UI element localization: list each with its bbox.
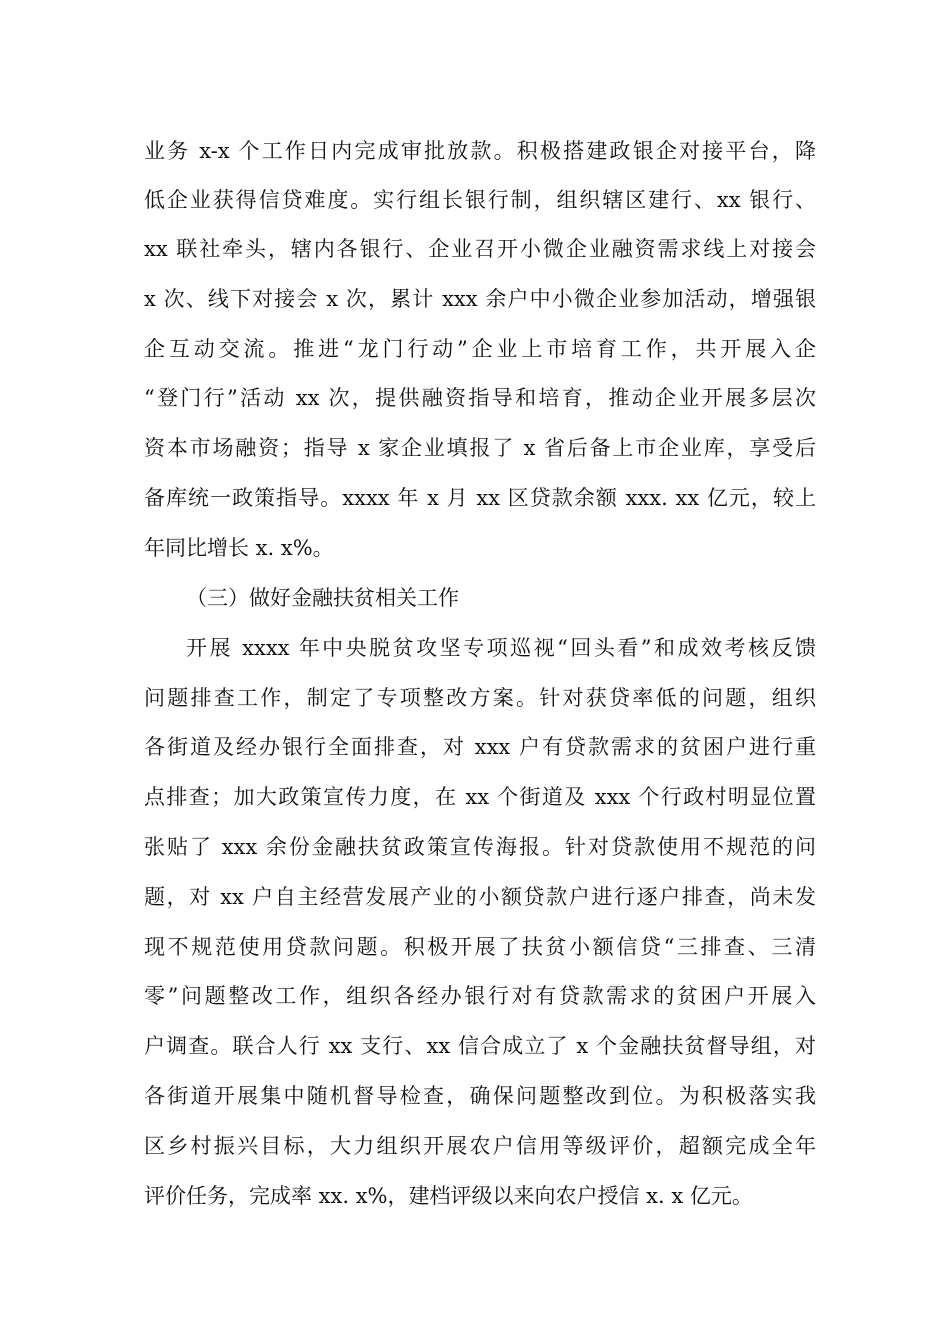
text-line: 年同比增长 x. x%。: [144, 536, 334, 560]
text-line: x 次、线下对接会 x 次，累计 xxx 余户中小微企业参加活动，增强银: [144, 287, 816, 311]
text-line: 区乡村振兴目标，大力组织开展农户信用等级评价，超额完成全年: [144, 1134, 816, 1158]
text-line: 低企业获得信贷难度。实行组长银行制，组织辖区建行、xx 银行、: [144, 188, 816, 212]
text-line: “登门行”活动 xx 次，提供融资指导和培育，推动企业开展多层次: [144, 386, 816, 410]
text-line: 点排查；加大政策宣传力度，在 xx 个街道及 xxx 个行政村明显位置: [144, 785, 816, 809]
text-line: 张贴了 xxx 余份金融扶贫政策宣传海报。针对贷款使用不规范的问: [144, 835, 816, 859]
text-line: 问题排查工作，制定了专项整改方案。针对获贷率低的问题，组织: [144, 686, 816, 710]
text-line: 评价任务，完成率 xx. x%，建档评级以来向农户授信 x. x 亿元。: [144, 1184, 753, 1208]
text-line: 备库统一政策指导。xxxx 年 x 月 xx 区贷款余额 xxx. xx 亿元，较上: [144, 486, 816, 510]
text-line: 各街道开展集中随机督导检查，确保问题整改到位。为积极落实我: [144, 1084, 816, 1108]
text-line: xx 联社牵头，辖内各银行、企业召开小微企业融资需求线上对接会: [144, 237, 816, 261]
text-line: 题，对 xx 户自主经营发展产业的小额贷款户进行逐户排查，尚未发: [144, 885, 816, 909]
text-line: 企互动交流。推进“龙门行动”企业上市培育工作，共开展入企: [144, 337, 816, 361]
text-line: 现不规范使用贷款问题。积极开展了扶贫小额信贷“三排查、三清: [144, 935, 816, 959]
section-heading: （三）做好金融扶贫相关工作: [186, 586, 459, 610]
text-line: 业务 x-x 个工作日内完成审批放款。积极搭建政银企对接平台，降: [144, 139, 816, 163]
text-line: 各街道及经办银行全面排查，对 xxx 户有贷款需求的贫困户进行重: [144, 735, 816, 759]
text-line: 开展 xxxx 年中央脱贫攻坚专项巡视“回头看”和成效考核反馈: [186, 636, 816, 660]
text-line: 零”问题整改工作，组织各经办银行对有贷款需求的贫困户开展入: [144, 984, 816, 1008]
text-line: 资本市场融资；指导 x 家企业填报了 x 省后备上市企业库，享受后: [144, 436, 816, 460]
text-line: 户调查。联合人行 xx 支行、xx 信合成立了 x 个金融扶贫督导组，对: [144, 1034, 816, 1058]
